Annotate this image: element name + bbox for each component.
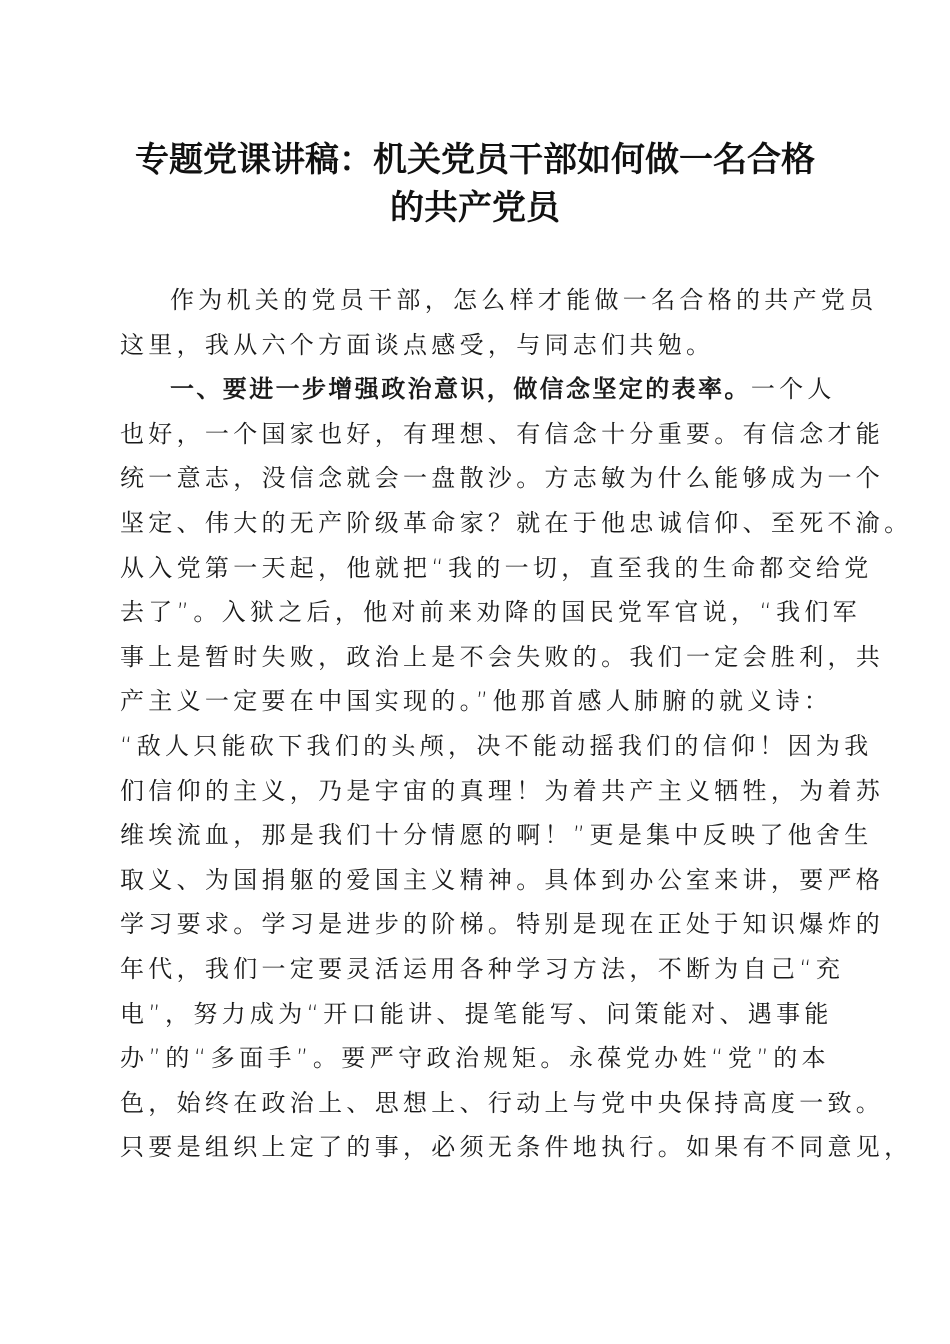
text-line: 事上是暂时失败，政治上是不会失败的。我们一定会胜利，共	[120, 642, 885, 671]
text-fragment: 一个人	[750, 375, 836, 404]
text-line: 电”，努力成为“开口能讲、提笔能写、问策能对、遇事能	[120, 999, 833, 1028]
text-line: 作为机关的党员干部，怎么样才能做一名合格的共产党员	[170, 286, 878, 314]
text-line: 产主义一定要在中国实现的。”他那首感人肺腑的就义诗：	[120, 687, 833, 716]
text-line: 维埃流血，那是我们十分情愿的啊！”更是集中反映了他舍生	[120, 821, 873, 850]
text-line: 去了”。入狱之后，他对前来劝降的国民党军官说，“我们军	[120, 598, 861, 627]
text-line: 年代，我们一定要灵活运用各种学习方法，不断为自己“充	[120, 954, 845, 983]
section-heading-line	[120, 367, 836, 412]
text-line: 学习要求。学习是进步的阶梯。特别是现在正处于知识爆炸的	[120, 910, 885, 939]
title-line-1: 专题党课讲稿：机关党员干部如何做一名合格	[135, 140, 815, 180]
intro-paragraph	[120, 278, 878, 367]
section-1-paragraph	[120, 367, 913, 1170]
text-line: 统一意志，没信念就会一盘散沙。方志敏为什么能够成为一个	[120, 464, 885, 493]
text-line: 们信仰的主义，乃是宇宙的真理！为着共产主义牺牲，为着苏	[120, 776, 885, 805]
document-title	[100, 136, 850, 232]
text-line: 这里，我从六个方面谈点感受，与同志们共勉。	[120, 330, 715, 359]
section-heading: 一、要进一步增强政治意识，做信念坚定的表率。	[170, 375, 751, 404]
text-line: 只要是组织上定了的事，必须无条件地执行。如果有不同意见，	[120, 1133, 913, 1162]
text-line: 取义、为国捐躯的爱国主义精神。具体到办公室来讲，要严格	[120, 865, 885, 894]
title-line-2: 的共产党员	[390, 188, 560, 228]
text-line: 坚定、伟大的无产阶级革命家？就在于他忠诚信仰、至死不渝。	[120, 508, 913, 537]
text-line: 也好，一个国家也好，有理想、有信念十分重要。有信念才能	[120, 419, 885, 448]
text-line: 色，始终在政治上、思想上、行动上与党中央保持高度一致。	[120, 1088, 885, 1117]
text-line: “敌人只能砍下我们的头颅，决不能动摇我们的信仰！因为我	[120, 731, 873, 760]
text-line: 从入党第一天起，他就把“我的一切，直至我的生命都交给党	[120, 553, 873, 582]
document-body	[120, 278, 913, 1170]
text-line: 办”的“多面手”。要严守政治规矩。永葆党办姓“党”的本	[120, 1044, 830, 1073]
